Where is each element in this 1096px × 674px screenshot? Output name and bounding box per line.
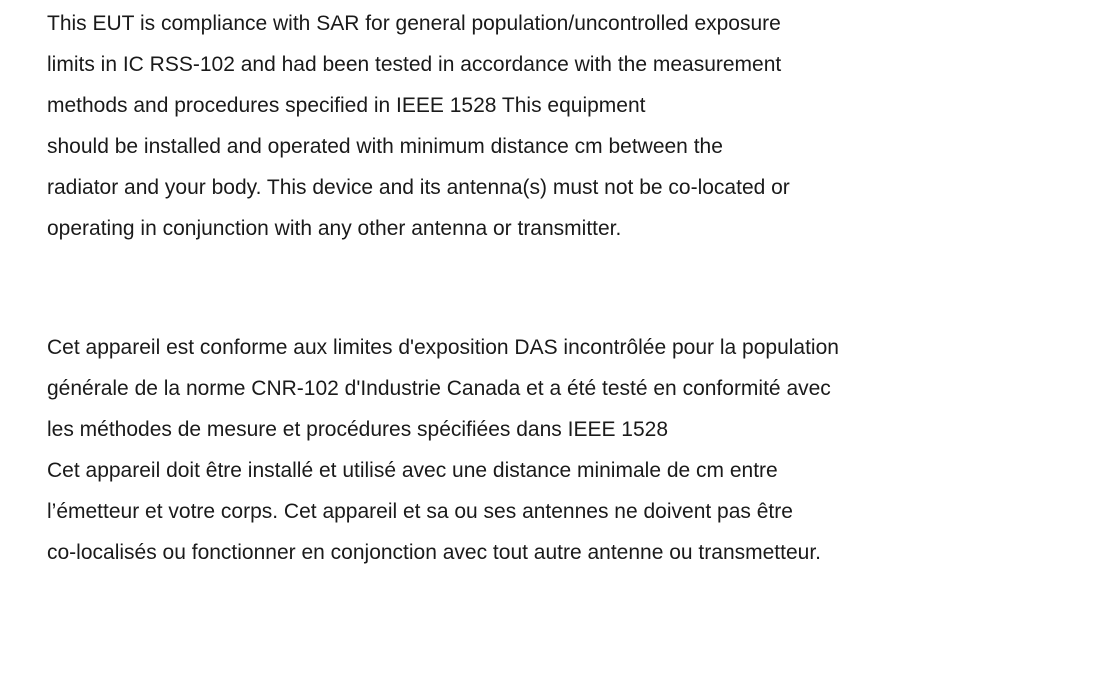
english-line-3: methods and procedures specified in IEEE 1528 This equipment — [47, 94, 646, 117]
english-line-6: operating in conjunction with any other antenna or transmitter. — [47, 217, 622, 240]
french-line-3: les méthodes de mesure et procédures spécifiées dans IEEE 1528 — [47, 418, 669, 441]
english-line-2: limits in IC RSS-102 and had been tested in accordance with the measurement — [47, 53, 782, 76]
french-line-5: l’émetteur et votre corps. Cet appareil et sa ou ses antennes ne doivent pas être — [47, 500, 793, 523]
english-line-4: should be installed and operated with minimum distance cm between the — [47, 135, 723, 158]
english-line-5: radiator and your body. This device and its antenna(s) must not be co-located or — [47, 176, 790, 199]
french-line-4: Cet appareil doit être installé et utilisé avec une distance minimale de cm entre — [47, 459, 778, 482]
french-line-1: Cet appareil est conforme aux limites d'exposition DAS incontrôlée pour la population — [47, 336, 839, 359]
french-line-2: générale de la norme CNR-102 d'Industrie Canada et a été testé en conformité avec — [47, 377, 831, 400]
english-line-1: This EUT is compliance with SAR for general population/uncontrolled exposure — [47, 12, 781, 35]
french-line-6: co-localisés ou fonctionner en conjonction avec tout autre antenne ou transmetteur. — [47, 541, 821, 564]
